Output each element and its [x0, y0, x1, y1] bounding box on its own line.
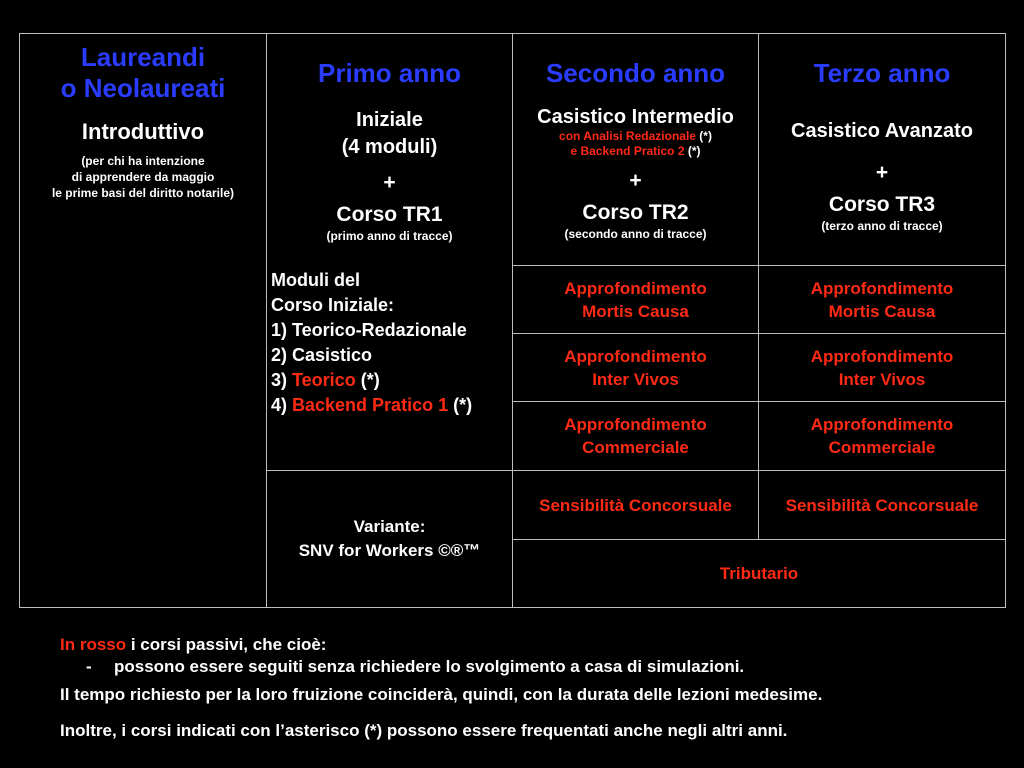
note-line-1: In rosso i corsi passivi, che cioè:: [60, 635, 327, 654]
elective-comm-y3: Approfondimento Commerciale: [758, 401, 1006, 471]
course-introductory: Introduttivo: [81, 119, 205, 144]
elective-tributario: Tributario: [512, 539, 1006, 608]
course-tr2: Corso TR2: [582, 201, 689, 224]
elective-inter-y3: Approfondimento Inter Vivos: [758, 333, 1006, 402]
course-tr3-note: (terzo anno di tracce): [821, 219, 943, 233]
col-second-year: [512, 33, 759, 266]
plus-sign: +: [629, 169, 642, 192]
elective-mortis-y3: Approfondimento Mortis Causa: [758, 265, 1006, 334]
introductory-note: (per chi ha intenzione di apprendere da maggio le prime basi del diritto notarile): [51, 154, 235, 200]
course-tr1-note: (primo anno di tracce): [326, 229, 453, 243]
note-line-3: Il tempo richiesto per la loro fruizione coinciderà, quindi, con la durata delle lezioni medesime.: [60, 685, 823, 704]
col-first-year: [266, 33, 513, 471]
course-intermediate: Casistico Intermedio: [537, 106, 734, 128]
intermediate-subtitle: con Analisi Redazionale (*) e Backend Pratico 2 (*): [559, 129, 712, 158]
elective-comm-y2: Approfondimento Commerciale: [512, 401, 759, 471]
elective-sens-y3: Sensibilità Concorsuale: [758, 470, 1006, 540]
modules-list: Moduli del Corso Iniziale: 1) Teorico-Redazionale 2) Casistico 3) Teorico (*) 4) Backend Pratico 1 (*): [267, 268, 472, 418]
elective-mortis-y2: Approfondimento Mortis Causa: [512, 265, 759, 334]
bullet-dash: -: [86, 657, 92, 676]
header-first-year: Primo anno: [317, 58, 461, 88]
note-line-2: - possono essere seguiti senza richiedere lo svolgimento a casa di simulazioni.: [86, 657, 745, 676]
module-4: 4) Backend Pratico 1 (*): [271, 395, 473, 415]
header-second-year: Secondo anno: [545, 58, 726, 88]
module-3: 3) Teorico (*): [271, 370, 380, 390]
elective-sens-y2: Sensibilità Concorsuale: [512, 470, 759, 540]
course-initial: Iniziale (4 moduli): [341, 109, 438, 158]
note-line-4: Inoltre, i corsi indicati con l’asterisco (*) possono essere frequentati anche negli altri anni.: [60, 721, 788, 740]
course-tr1: Corso TR1: [336, 203, 443, 226]
course-tr3: Corso TR3: [828, 193, 936, 216]
elective-inter-y2: Approfondimento Inter Vivos: [512, 333, 759, 402]
col-third-year: [758, 33, 1006, 266]
plus-sign: +: [383, 171, 396, 194]
course-tr2-note: (secondo anno di tracce): [564, 227, 707, 241]
course-advanced: Casistico Avanzato: [791, 120, 973, 142]
plus-sign: +: [875, 161, 889, 184]
variant-cell: Variante: SNV for Workers ©®™: [266, 470, 513, 608]
header-third-year: Terzo anno: [813, 58, 951, 88]
header-graduates: Laureandi o Neolaureati: [60, 42, 226, 103]
col-graduates: [19, 33, 267, 608]
